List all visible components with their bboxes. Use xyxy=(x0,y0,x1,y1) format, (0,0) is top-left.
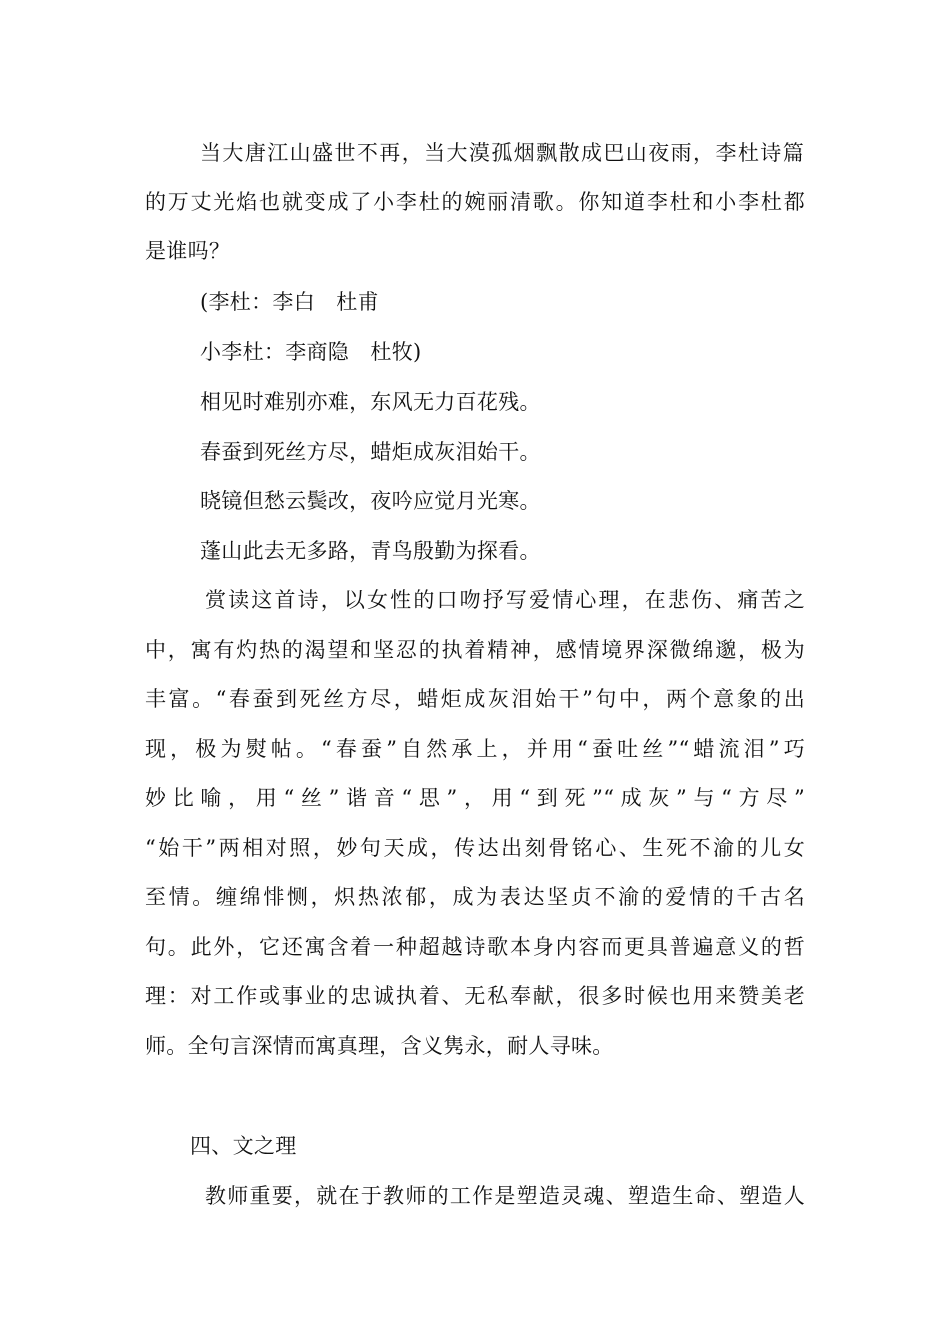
paragraph-2-line-10: 师。全句言深情而寓真理，含义隽永，耐人寻味。 xyxy=(145,1034,614,1058)
poem-line-3: 晓镜但愁云鬓改，夜吟应觉月光寒。 xyxy=(200,489,541,513)
answer-line-1: (李杜：李白 杜甫 xyxy=(200,290,379,314)
paragraph-2-line-5: 妙比喻，用“丝”谐音“思”，用“到死”“成灰”与“方尽” xyxy=(145,786,805,810)
paragraph-3-line-1: 教师重要，就在于教师的工作是塑造灵魂、塑造生命、塑造人 xyxy=(205,1184,805,1208)
poem-line-4: 蓬山此去无多路，青鸟殷勤为探看。 xyxy=(200,539,541,563)
paragraph-2-line-7: 至情。缠绵悱恻，炽热浓郁，成为表达坚贞不渝的爱情的千古名 xyxy=(145,885,805,909)
paragraph-1-line-1: 当大唐江山盛世不再，当大漠孤烟飘散成巴山夜雨，李杜诗篇 xyxy=(200,141,804,165)
poem-line-1: 相见时难别亦难，东风无力百花残。 xyxy=(200,390,541,414)
paragraph-2-line-3: 丰富。“春蚕到死丝方尽，蜡炬成灰泪始干”句中，两个意象的出 xyxy=(145,687,805,711)
paragraph-2-line-2: 中，寓有灼热的渴望和坚忍的执着精神，感情境界深微绵邈，极为 xyxy=(145,638,805,662)
answer-line-2: 小李杜：李商隐 杜牧) xyxy=(200,340,422,364)
paragraph-1-line-2: 的万丈光焰也就变成了小李杜的婉丽清歌。你知道李杜和小李杜都 xyxy=(145,190,805,214)
paragraph-2-line-8: 句。此外，它还寓含着一种超越诗歌本身内容而更具普遍意义的哲 xyxy=(145,935,805,959)
paragraph-2-line-9: 理：对工作或事业的忠诚执着、无私奉献，很多时候也用来赞美老 xyxy=(145,984,805,1008)
paragraph-2-line-1: 赏读这首诗，以女性的口吻抒写爱情心理，在悲伤、痛苦之 xyxy=(205,588,805,612)
paragraph-2-line-6: “始干”两相对照，妙句天成，传达出刻骨铭心、生死不渝的儿女 xyxy=(145,836,805,860)
poem-line-2: 春蚕到死丝方尽，蜡炬成灰泪始干。 xyxy=(200,440,541,464)
paragraph-1-line-3: 是谁吗？ xyxy=(145,239,231,263)
paragraph-2-line-4: 现，极为熨帖。“春蚕”自然承上，并用“蚕吐丝”“蜡流泪”巧 xyxy=(145,737,805,761)
section-heading: 四、文之理 xyxy=(190,1134,297,1158)
